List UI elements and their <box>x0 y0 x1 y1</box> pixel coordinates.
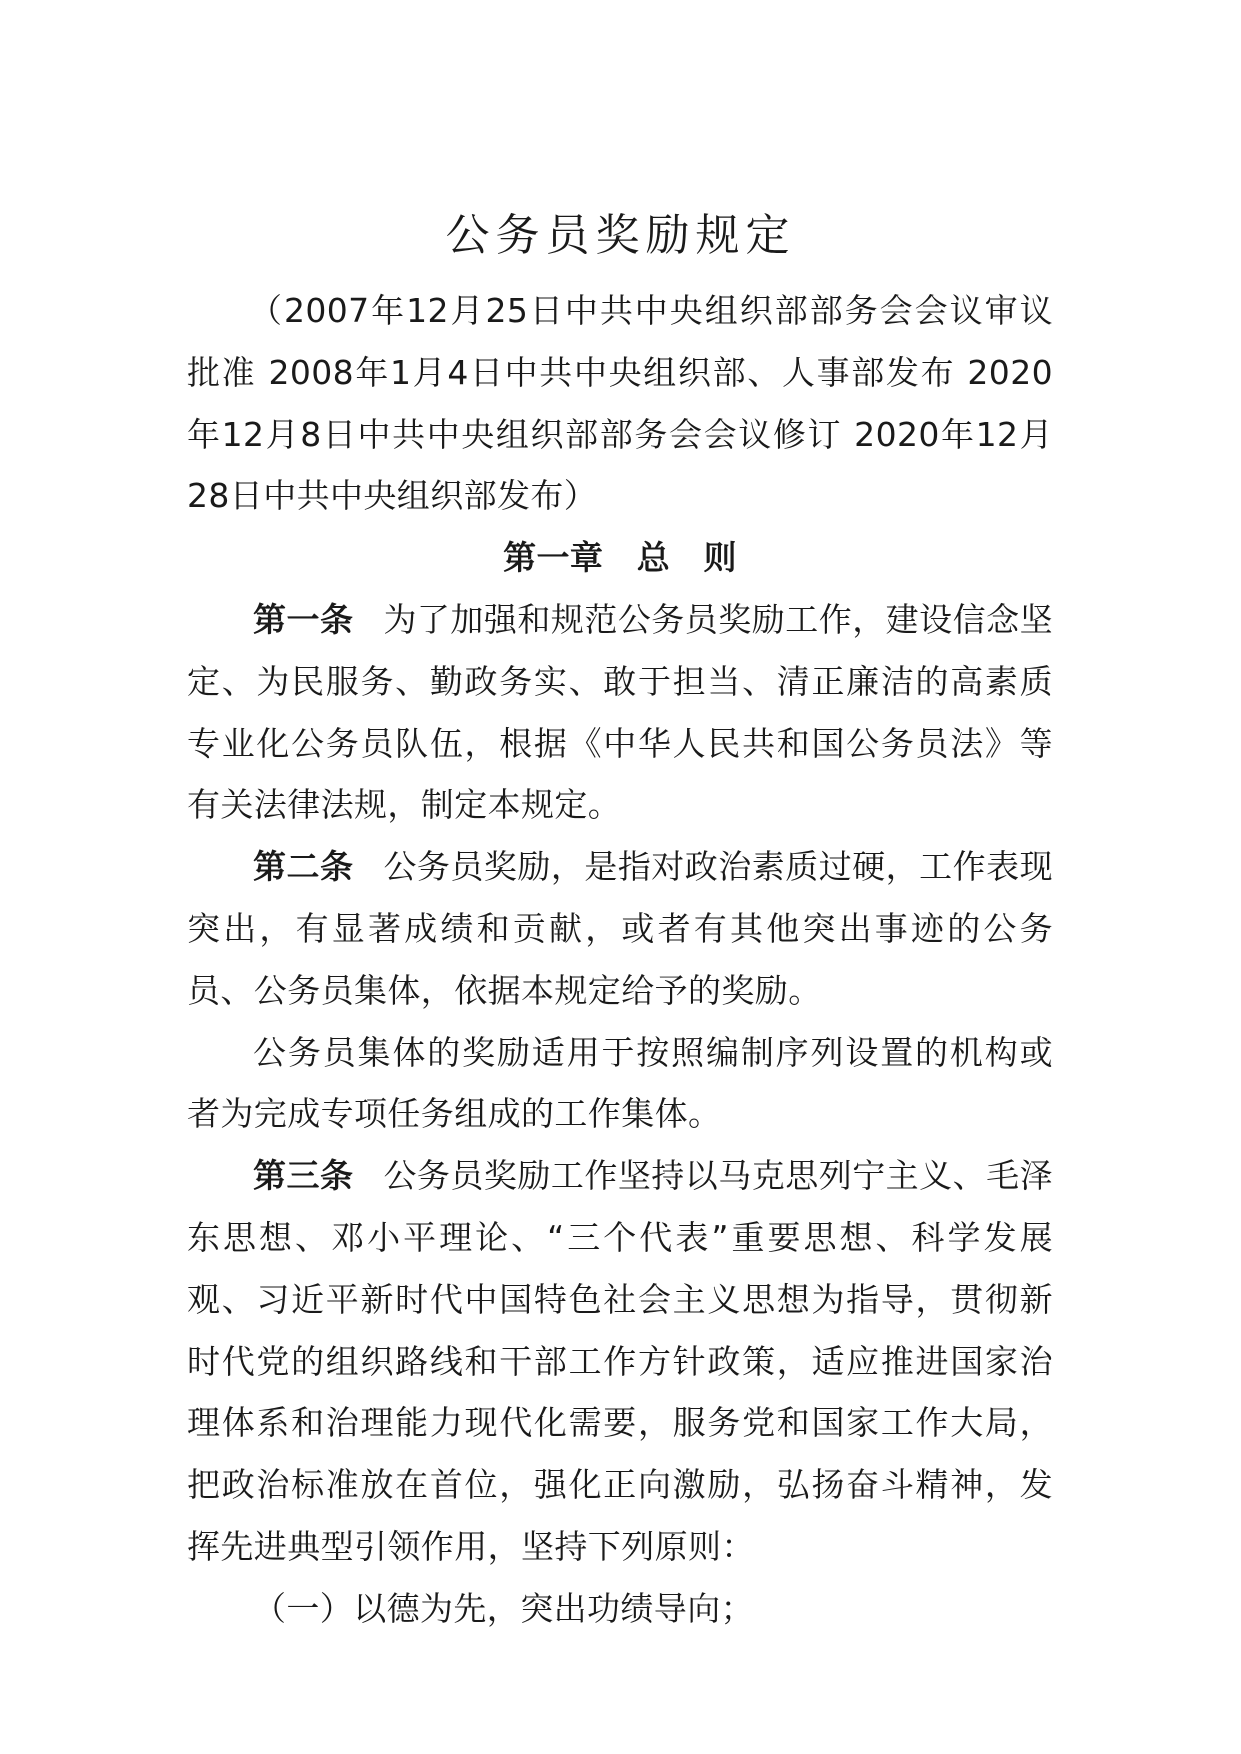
document-body <box>187 280 1053 1640</box>
article-2-text: 公务员奖励，是指对政治素质过硬，工作表现突出，有显著成绩和贡献，或者有其他突出事迹的公务员、公务员集体，依据本规定给予的奖励。 <box>187 847 1054 1010</box>
article-2-paragraph-2: 公务员集体的奖励适用于按照编制序列设置的机构或者为完成专项任务组成的工作集体。 <box>187 1032 1053 1134</box>
article-1-label: 第一条 <box>253 599 354 639</box>
article-2-label: 第二条 <box>253 847 354 887</box>
article-3-label: 第三条 <box>253 1156 354 1196</box>
chapter-title: 第一章 总 则 <box>503 538 737 578</box>
document-title: 公务员奖励规定 <box>445 210 796 261</box>
article-1 <box>187 589 1053 836</box>
principle-1: （一）以德为先，突出功绩导向； <box>253 1588 754 1628</box>
source-note: （2007年12月25日中共中央组织部部务会会议审议批准 2008年1月4日中共中央组织部、人事部发布 2020年12月8日中共中央组织部部务会会议修订 2020年12月28日中共中央组织部发布） <box>187 291 1053 516</box>
article-3 <box>187 1145 1053 1578</box>
chapter-heading <box>187 527 1053 589</box>
article-3-text: 公务员奖励工作坚持以马克思列宁主义、毛泽东思想、邓小平理论、“三个代表”重要思想、科学发展观、习近平新时代中国特色社会主义思想为指导，贯彻新时代党的组织路线和干部工作方针政策，适应推进国家治理体系和治理能力现代化需要，服务党和国家工作大局，把政治标准放在首位，强化正向激励，弘扬奋斗精神，发挥先进典型引领作用，坚持下列原则： <box>187 1156 1054 1566</box>
article-2 <box>187 836 1053 1021</box>
article-1-text: 为了加强和规范公务员奖励工作，建设信念坚定、为民服务、勤政务实、敢于担当、清正廉洁的高素质专业化公务员队伍，根据《中华人民共和国公务员法》等有关法律法规，制定本规定。 <box>187 599 1054 825</box>
